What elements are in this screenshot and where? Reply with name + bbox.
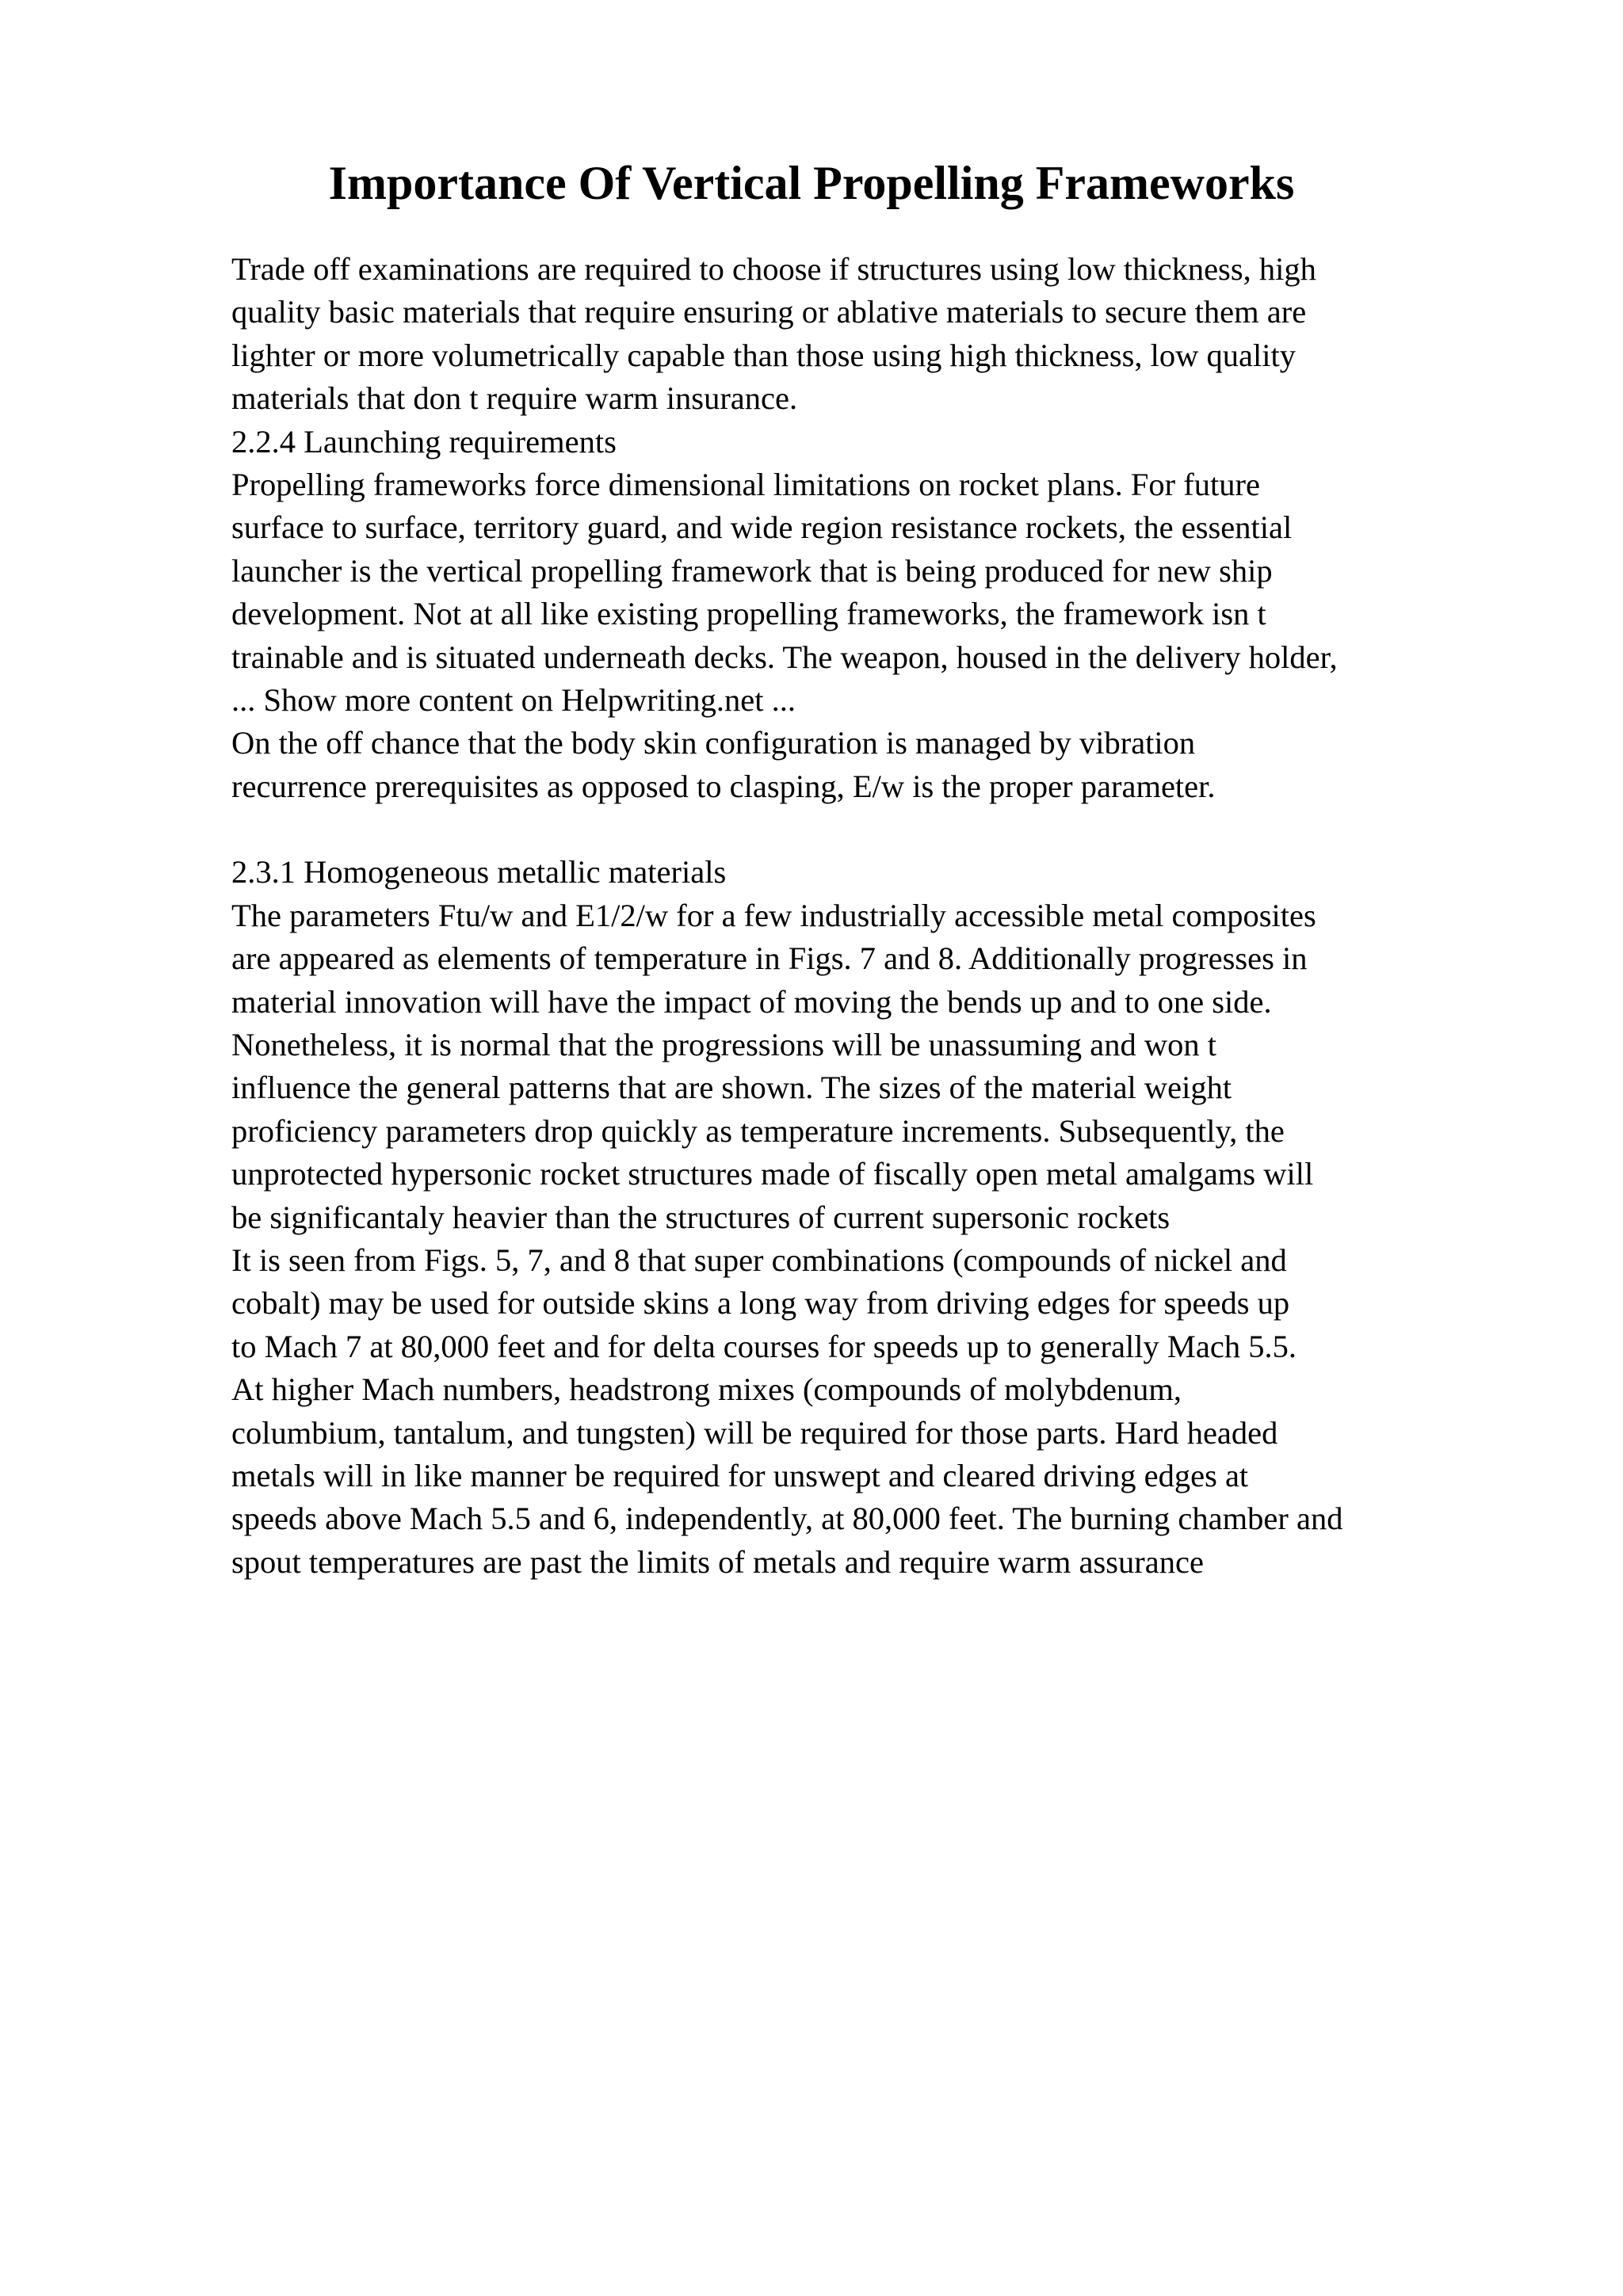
text-line: material innovation will have the impact of moving the bends up and to one side. <box>231 983 1272 1020</box>
section-heading: 2.3.1 Homogeneous metallic materials <box>231 854 727 891</box>
text-line: launcher is the vertical propelling framework that is being produced for new ship <box>231 552 1273 589</box>
text-line: metals will in like manner be required for unswept and cleared driving edges at <box>231 1457 1249 1493</box>
section-heading: 2.2.4 Launching requirements <box>231 423 617 460</box>
text-line: lighter or more volumetrically capable than those using high thickness, low quality <box>231 337 1296 373</box>
text-line: materials that don t require warm insurance. <box>231 380 798 417</box>
text-line: At higher Mach numbers, headstrong mixes (compounds of molybdenum, <box>231 1371 1182 1408</box>
text-line: to Mach 7 at 80,000 feet and for delta courses for speeds up to generally Mach 5.5. <box>231 1328 1296 1364</box>
text-line: unprotected hypersonic rocket structures made of fiscally open metal amalgams will <box>231 1156 1314 1192</box>
text-line: cobalt) may be used for outside skins a long way from driving edges for speeds up <box>231 1285 1290 1322</box>
text-line: are appeared as elements of temperature in Figs. 7 and 8. Additionally progresses in <box>231 940 1308 977</box>
text-line: Propelling frameworks force dimensional limitations on rocket plans. For future <box>231 466 1260 502</box>
text-line: On the off chance that the body skin configuration is managed by vibration <box>231 725 1196 761</box>
show-more-notice: ... Show more content on Helpwriting.net ... <box>231 681 796 718</box>
text-line: development. Not at all like existing propelling frameworks, the framework isn t <box>231 596 1266 632</box>
text-line: surface to surface, territory guard, and wide region resistance rockets, the essential <box>231 509 1293 546</box>
text-line: The parameters Ftu/w and E1/2/w for a few industrially accessible metal composites <box>231 897 1316 933</box>
blank-line <box>231 808 1594 851</box>
text-line: quality basic materials that require ensuring or ablative materials to secure them are <box>231 294 1307 330</box>
document-body <box>231 248 1594 1584</box>
text-line: influence the general patterns that are shown. The sizes of the material weight <box>231 1070 1232 1106</box>
text-line: proficiency parameters drop quickly as temperature increments. Subsequently, the <box>231 1112 1285 1149</box>
text-line: spout temperatures are past the limits of metals and require warm assurance <box>231 1543 1204 1580</box>
text-line: Trade off examinations are required to choose if structures using low thickness, high <box>231 251 1316 287</box>
text-line: recurrence prerequisites as opposed to clasping, E/w is the proper parameter. <box>231 768 1216 804</box>
text-line: speeds above Mach 5.5 and 6, independently, at 80,000 feet. The burning chamber and <box>231 1501 1343 1537</box>
text-line: columbium, tantalum, and tungsten) will be required for those parts. Hard headed <box>231 1414 1278 1451</box>
document-title: Importance Of Vertical Propelling Frameworks <box>328 157 1295 209</box>
text-line: Nonetheless, it is normal that the progressions will be unassuming and won t <box>231 1027 1216 1063</box>
text-line: be significantaly heavier than the structures of current supersonic rockets <box>231 1199 1170 1235</box>
text-line: It is seen from Figs. 5, 7, and 8 that super combinations (compounds of nickel and <box>231 1241 1287 1278</box>
text-line: trainable and is situated underneath decks. The weapon, housed in the delivery holder, <box>231 639 1338 675</box>
